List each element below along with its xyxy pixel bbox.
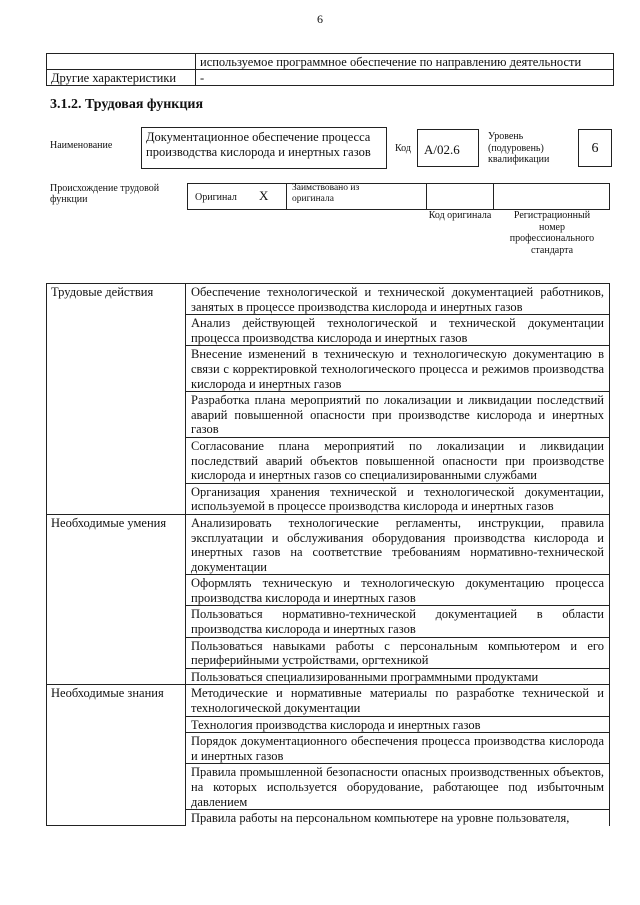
- list-item: Правила промышленной безопасности опасных производственных объектов, на которых используется оборудование, работающее под избыточным давлением: [186, 764, 610, 810]
- section-title: 3.1.2. Трудовая функция: [50, 97, 204, 112]
- row-label: [47, 54, 196, 70]
- list-item: Анализ действующей технологической и технической документации процесса производства кислорода и инертных газов: [186, 315, 610, 346]
- borrowed-label: Заимствовано из оригинала: [292, 183, 360, 204]
- table-row: [47, 70, 614, 86]
- level-label: Уровень (подуровень) квалификации: [488, 131, 550, 165]
- list-item: Согласование плана мероприятий по локализации и ликвидации последствий аварий объектов повышенной опасности при производстве кислорода и инертных газов со специализированными службами: [186, 437, 610, 483]
- list-item: Порядок документационного обеспечения процесса производства кислорода и инертных газов: [186, 733, 610, 764]
- function-name: Документационное обеспечение процесса производства кислорода и инертных газов: [141, 127, 387, 169]
- original-mark: X: [259, 188, 269, 203]
- code-label: Код: [395, 143, 411, 154]
- section-label: Трудовые действия: [47, 284, 186, 515]
- page-number: 6: [317, 12, 323, 26]
- list-item: Пользоваться навыками работы с персональным компьютером и его периферийными устройствами, оргтехникой: [186, 637, 610, 668]
- list-item: Пользоваться нормативно-технической документацией в области производства кислорода и инертных газов: [186, 606, 610, 637]
- name-label: Наименование: [50, 140, 113, 151]
- code-original-cell: [426, 184, 494, 209]
- list-item: Технология производства кислорода и инертных газов: [186, 716, 610, 733]
- list-item: Разработка плана мероприятий по локализации и ликвидации последствий аварий повышенной опасности при производстве кислорода и инертных газов: [186, 392, 610, 438]
- code-original-label: Код оригинала: [428, 210, 492, 221]
- table-row: [47, 54, 614, 70]
- table-row: [47, 284, 610, 315]
- section-label: Необходимые знания: [47, 685, 186, 826]
- list-item: Пользоваться специализированными программными продуктами: [186, 668, 610, 685]
- list-item: Обеспечение технологической и технической документацией работников, занятых в процессе производства кислорода и инертных газов: [186, 284, 610, 315]
- original-label: Оригинал: [195, 192, 237, 203]
- list-item: Анализировать технологические регламенты, инструкции, правила эксплуатации и обслуживания оборудования производства кислорода и инертных газов на соответствие требованиям нормативно-технической документации: [186, 514, 610, 574]
- origin-label: Происхождение трудовой функции: [50, 183, 160, 205]
- list-item: Организация хранения технической и технологической документации, используемой в процессе производства кислорода и инертных газов: [186, 483, 610, 514]
- continuation-table: [46, 53, 614, 86]
- origin-row: [187, 183, 610, 210]
- list-item: Правила работы на персональном компьютере на уровне пользователя,: [186, 810, 610, 826]
- list-item: Внесение изменений в техническую и технологическую документацию в связи с корректировкой технологического процесса и режимов производства кислорода и инертных газов: [186, 346, 610, 392]
- qualification-level: 6: [578, 129, 612, 167]
- row-label: Другие характеристики: [47, 70, 196, 86]
- table-row: [47, 685, 610, 716]
- function-code: А/02.6: [417, 129, 479, 167]
- function-details-table: [46, 283, 610, 826]
- row-value: -: [196, 70, 614, 86]
- table-row: [47, 514, 610, 574]
- section-label: Необходимые умения: [47, 514, 186, 685]
- list-item: Оформлять техническую и технологическую документацию процесса производства кислорода и инертных газов: [186, 575, 610, 606]
- row-value: используемое программное обеспечение по направлению деятельности: [196, 54, 614, 70]
- list-item: Методические и нормативные материалы по разработке технической и технологической документации: [186, 685, 610, 716]
- registration-number-label: Регистрационный номер профессионального стандарта: [509, 210, 595, 256]
